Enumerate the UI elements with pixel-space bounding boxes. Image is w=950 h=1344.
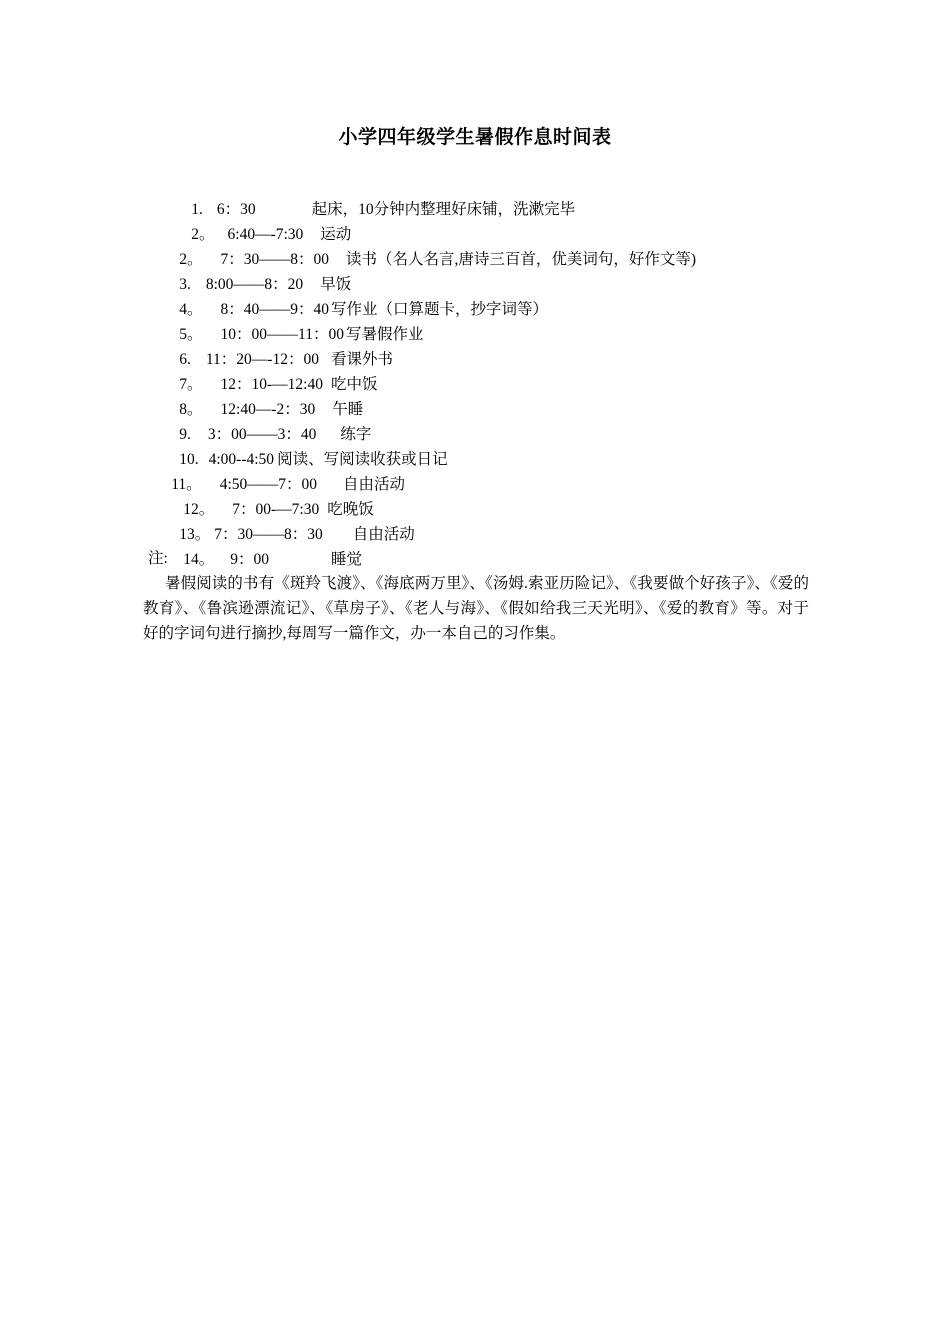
item-number: 12。	[183, 501, 215, 518]
item-number: 3.	[179, 276, 191, 293]
schedule-item	[160, 522, 363, 568]
item-activity: 写作业（口算题卡，抄字词等）	[331, 301, 549, 318]
schedule-item	[156, 247, 352, 293]
item-activity: 午睡	[332, 401, 364, 418]
item-activity: 自由活动	[352, 526, 415, 543]
item-activity: 看课外书	[330, 351, 393, 368]
item-number: 14。	[183, 551, 215, 568]
item-number: 6.	[179, 351, 191, 368]
item-activity: 早饭	[320, 276, 352, 293]
item-number: 7。	[179, 376, 203, 393]
item-number: 11。	[171, 476, 202, 493]
item-activity: 阅读、写阅读收获或日记	[277, 451, 448, 468]
item-activity: 吃中饭	[330, 376, 378, 393]
item-time: 7：30——8：30	[214, 526, 323, 543]
item-time: 3：00——3：40	[207, 426, 317, 443]
item-time: 7：00-—7:30	[232, 501, 320, 518]
schedule-item	[168, 172, 576, 218]
item-time: 4:00--4:50	[208, 451, 275, 468]
item-number: 5。	[179, 326, 203, 343]
item-activity: 睡觉	[331, 551, 363, 568]
item-time: 7：30——8：00	[220, 251, 330, 268]
item-time: 6:40—-7:30	[227, 226, 304, 243]
item-number: 2。	[179, 251, 203, 268]
note-label: 注:	[148, 550, 168, 567]
item-number: 1.	[191, 201, 203, 218]
item-number: 2。	[191, 226, 215, 243]
schedule-item	[156, 422, 448, 468]
schedule-item	[156, 272, 549, 318]
item-time: 8：40——9：40	[220, 301, 330, 318]
item-number: 8。	[179, 401, 203, 418]
schedule-item	[168, 197, 352, 243]
item-activity: 读书（名人名言,唐诗三百首，优美词句，好作文等)	[346, 251, 697, 268]
schedule-item	[156, 372, 364, 418]
schedule-item	[156, 297, 424, 343]
item-number: 9.	[179, 426, 191, 443]
schedule-item	[156, 347, 378, 393]
note-paragraph: 暑假阅读的书有《斑羚飞渡》、《海底两万里》、《汤姆.索亚历险记》、《我要做个好孩子》、《爱的教育》、《鲁滨逊漂流记》、《草房子》、《老人与海》、《假如给我三天光明》、《爱的教育》等。对于好的字词句进行摘抄,每周写一篇作文，办一本自己的习作集。	[143, 575, 809, 642]
item-activity: 吃晚饭	[327, 501, 374, 518]
item-number: 13。	[179, 526, 211, 543]
item-activity: 运动	[320, 226, 352, 243]
item-time: 8:00——8：20	[205, 276, 304, 293]
item-number: 10.	[179, 451, 199, 468]
item-time: 4:50——7：00	[219, 476, 317, 493]
item-activity: 起床，10分钟内整理好床铺，洗漱完毕	[311, 201, 576, 218]
page-title: 小学四年级学生暑假作息时间表	[338, 126, 612, 148]
schedule-item	[160, 472, 374, 518]
schedule-item	[156, 497, 415, 543]
item-time: 12：10-—12:40	[220, 376, 323, 393]
item-activity: 自由活动	[343, 476, 406, 493]
item-number: 4。	[179, 301, 203, 318]
schedule-item	[156, 397, 372, 443]
schedule-item	[156, 322, 393, 368]
item-time: 11：20—-12：00	[205, 351, 319, 368]
item-time: 12:40—-2：30	[220, 401, 316, 418]
item-time: 9：00	[230, 551, 270, 568]
item-time: 10：00——11：00	[220, 326, 344, 343]
schedule-item	[156, 222, 697, 268]
item-activity: 练字	[340, 426, 372, 443]
item-activity: 写暑假作业	[345, 326, 424, 343]
item-time: 6：30	[216, 201, 256, 218]
schedule-item	[148, 447, 406, 493]
